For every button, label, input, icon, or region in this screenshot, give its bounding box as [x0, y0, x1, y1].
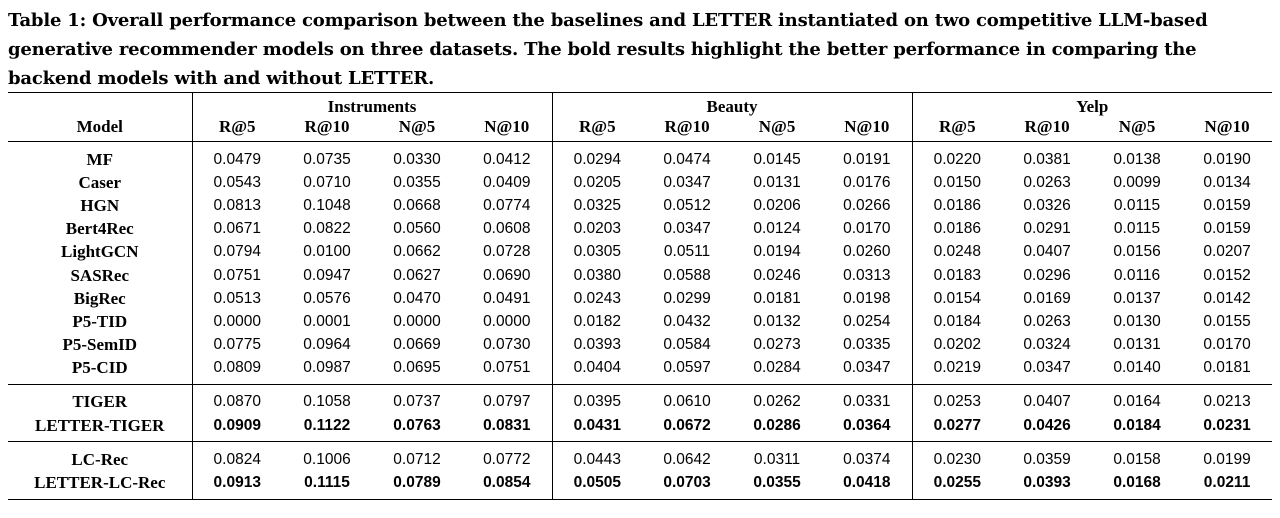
- metric-value: 0.0115: [1113, 196, 1161, 214]
- metric-value: 0.0184: [1113, 416, 1161, 434]
- metric-value: 0.0695: [393, 359, 441, 377]
- metric-value: 0.0198: [822, 287, 912, 310]
- metric-value: 0.0355: [732, 471, 822, 499]
- metric-header-r-at-5: R@5: [939, 117, 976, 136]
- metric-value: 0.0813: [213, 196, 261, 214]
- metric-value: 0.0381: [1002, 142, 1092, 172]
- metric-value: 0.0230: [912, 442, 1002, 472]
- metric-header-n-at-10: N@10: [822, 117, 912, 142]
- table-row: [8, 471, 1272, 499]
- metric-header-r-at-5: R@5: [579, 117, 616, 136]
- metric-value: 0.0294: [552, 142, 642, 172]
- metric-value: 0.0145: [732, 142, 822, 172]
- metric-header-r-at-10: R@10: [304, 117, 350, 136]
- metric-value: 0.1122: [303, 416, 351, 434]
- metric-value: 0.0263: [1023, 312, 1071, 330]
- metric-value: 0.0246: [753, 266, 801, 284]
- metric-value: 0.1048: [303, 196, 351, 214]
- model-name: P5-TID: [8, 310, 192, 333]
- metric-value: 0.0511: [663, 243, 711, 261]
- metric-value: 0.0418: [822, 471, 912, 499]
- metric-value: 0.0203: [573, 220, 621, 238]
- metric-value: 0.0169: [1023, 289, 1071, 307]
- metric-value: 0.0100: [303, 243, 351, 261]
- metric-value: 0.0330: [372, 142, 462, 172]
- metric-value: 0.0116: [1113, 266, 1161, 284]
- table-row: [8, 264, 1272, 287]
- metric-value: 0.0347: [1023, 359, 1071, 377]
- metric-value: 0.0168: [1092, 471, 1182, 499]
- table-row: [8, 334, 1272, 357]
- metric-value: 0.0205: [573, 173, 621, 191]
- metric-value: 0.0170: [822, 218, 912, 241]
- metric-value: 0.0470: [393, 289, 441, 307]
- dataset-header-instruments: Instruments: [192, 93, 552, 118]
- metric-value: 0.0426: [1023, 416, 1071, 434]
- metric-value: 0.0772: [462, 442, 552, 472]
- metric-value: 0.0584: [663, 336, 711, 354]
- metric-value: 0.0775: [213, 336, 261, 354]
- model-column-header: Model: [8, 117, 192, 142]
- metric-value: 0.0407: [1002, 384, 1092, 414]
- model-name: TIGER: [8, 384, 192, 414]
- metric-value: 0.0491: [462, 287, 552, 310]
- metric-value: 0.0182: [573, 312, 621, 330]
- metric-value: 0.0134: [1203, 173, 1251, 191]
- metric-value: 0.0474: [642, 142, 732, 172]
- metric-value: 0.0364: [822, 414, 912, 442]
- metric-value: 0.0207: [1203, 243, 1251, 261]
- metric-header-n-at-10: N@10: [462, 117, 552, 142]
- metric-value: 0.0512: [663, 196, 711, 214]
- model-name: P5-CID: [8, 357, 192, 385]
- metric-value: 0.0138: [1092, 142, 1182, 172]
- metric-value: 0.0152: [1203, 266, 1251, 284]
- metric-value: 0.0140: [1113, 359, 1161, 377]
- metric-value: 0.1006: [282, 442, 372, 472]
- metric-header-n-at-5: N@5: [398, 117, 436, 136]
- metric-header-r-at-5: R@5: [218, 117, 256, 136]
- metric-value: 0.0703: [642, 471, 732, 499]
- table-row: [8, 194, 1272, 217]
- table-row: [8, 142, 1272, 172]
- metric-value: 0.0181: [1203, 359, 1251, 377]
- model-name: HGN: [8, 194, 192, 217]
- metric-value: 0.0158: [1092, 442, 1182, 472]
- metric-value: 0.0176: [822, 171, 912, 194]
- metric-value: 0.0159: [1203, 196, 1251, 214]
- metric-value: 0.0191: [822, 142, 912, 172]
- metric-value: 0.0870: [192, 384, 282, 414]
- metric-header-r-at-10: R@10: [664, 117, 710, 136]
- model-header-spacer: [8, 93, 192, 118]
- metric-value: 0.0296: [1023, 266, 1071, 284]
- metric-value: 0.0130: [1113, 312, 1161, 330]
- metric-value: 0.0115: [1113, 220, 1161, 238]
- metric-value: 0.0190: [1182, 142, 1272, 172]
- metric-value: 0.1115: [282, 471, 372, 499]
- metric-value: 0.0794: [213, 243, 261, 261]
- metric-value: 0.0262: [732, 384, 822, 414]
- metric-value: 0.0260: [822, 241, 912, 264]
- metric-value: 0.0347: [822, 357, 912, 385]
- metric-value: 0.0560: [393, 220, 441, 238]
- metric-header-n-at-5: N@5: [1118, 117, 1156, 136]
- table-row: [8, 310, 1272, 333]
- dataset-header-beauty: Beauty: [552, 93, 912, 118]
- metric-value: 0.0150: [933, 173, 981, 191]
- metric-value: 0.0291: [1023, 220, 1071, 238]
- model-name: P5-SemID: [8, 334, 192, 357]
- metric-value: 0.0690: [462, 264, 552, 287]
- metric-value: 0.0642: [642, 442, 732, 472]
- table-caption: Table 1: Overall performance comparison between the baselines and LETTER instantiated on two competitive LLM-based generative recommender models on three datasets. The bold results highlight the better performance in comparing the backend models with and without LETTER.: [8, 10, 1208, 89]
- metric-value: 0.0137: [1113, 289, 1161, 307]
- metric-value: 0.0263: [1023, 173, 1071, 191]
- dataset-header-row: [8, 93, 1272, 118]
- table-row: [8, 171, 1272, 194]
- metric-value: 0.0311: [732, 442, 822, 472]
- metric-value: 0.0409: [462, 171, 552, 194]
- metric-value: 0.0479: [192, 142, 282, 172]
- metric-value: 0.0588: [663, 266, 711, 284]
- metric-value: 0.0194: [753, 243, 801, 261]
- metric-value: 0.0124: [753, 220, 801, 238]
- metric-value: 0.0159: [1203, 220, 1251, 238]
- metric-value: 0.0183: [933, 266, 981, 284]
- metric-value: 0.0347: [663, 173, 711, 191]
- metric-header-n-at-5: N@5: [758, 117, 796, 136]
- metric-value: 0.0231: [1203, 416, 1251, 434]
- metric-value: 0.0909: [213, 416, 261, 434]
- metric-value: 0.0737: [372, 384, 462, 414]
- metric-value: 0.0610: [642, 384, 732, 414]
- metric-value: 0.0412: [462, 142, 552, 172]
- metric-value: 0.0710: [303, 173, 351, 191]
- metric-value: 0.0380: [573, 266, 621, 284]
- metric-value: 0.0735: [282, 142, 372, 172]
- metric-value: 0.0181: [753, 289, 801, 307]
- metric-value: 0.0662: [393, 243, 441, 261]
- metric-value: 0.0728: [462, 241, 552, 264]
- metric-value: 0.0099: [1113, 173, 1161, 191]
- metric-value: 0.0313: [822, 264, 912, 287]
- metric-value: 0.0202: [933, 336, 981, 354]
- model-name: LETTER-TIGER: [8, 414, 192, 442]
- metric-value: 0.0831: [462, 414, 552, 442]
- metric-value: 0.0355: [393, 173, 441, 191]
- metric-value: 0.0347: [663, 220, 711, 238]
- metric-value: 0.0763: [393, 416, 441, 434]
- metric-header-row: [8, 117, 1272, 142]
- metric-value: 0.0608: [462, 218, 552, 241]
- metric-value: 0.0132: [753, 312, 801, 330]
- metric-value: 0.0824: [192, 442, 282, 472]
- metric-value: 0.0597: [663, 359, 711, 377]
- metric-value: 0.0273: [753, 336, 801, 354]
- metric-value: 0.0947: [303, 266, 351, 284]
- metric-value: 0.0576: [303, 289, 351, 307]
- metric-value: 0.0443: [552, 442, 642, 472]
- metric-value: 0.0407: [1023, 243, 1071, 261]
- metric-value: 0.0000: [462, 310, 552, 333]
- metric-header-n-at-10: N@10: [1204, 117, 1250, 136]
- metric-value: 0.0211: [1182, 471, 1272, 499]
- metric-value: 0.0277: [933, 416, 981, 434]
- metric-value: 0.0186: [933, 220, 981, 238]
- metric-value: 0.0253: [912, 384, 1002, 414]
- table-row: [8, 384, 1272, 414]
- metric-value: 0.0774: [462, 194, 552, 217]
- table-row: [8, 357, 1272, 385]
- metric-value: 0.0156: [1113, 243, 1161, 261]
- model-name: LC-Rec: [8, 442, 192, 472]
- metric-value: 0.0001: [303, 312, 351, 330]
- metric-value: 0.0213: [1182, 384, 1272, 414]
- metric-value: 0.0184: [933, 312, 981, 330]
- metric-value: 0.0374: [822, 442, 912, 472]
- metric-value: 0.0730: [462, 334, 552, 357]
- metric-value: 0.0431: [573, 416, 621, 434]
- performance-table: [8, 92, 1272, 500]
- metric-value: 0.0404: [573, 359, 621, 377]
- metric-value: 0.0797: [462, 384, 552, 414]
- metric-value: 0.0809: [213, 359, 261, 377]
- metric-value: 0.0672: [663, 416, 711, 434]
- model-name: LightGCN: [8, 241, 192, 264]
- metric-value: 0.0712: [372, 442, 462, 472]
- metric-value: 0.0854: [462, 471, 552, 499]
- metric-value: 0.0243: [573, 289, 621, 307]
- metric-value: 0.0668: [393, 196, 441, 214]
- metric-value: 0.0286: [753, 416, 801, 434]
- metric-value: 0.0395: [552, 384, 642, 414]
- model-name: LETTER-LC-Rec: [8, 471, 192, 499]
- metric-value: 0.0186: [933, 196, 981, 214]
- metric-value: 0.0335: [822, 334, 912, 357]
- metric-value: 0.0751: [213, 266, 261, 284]
- metric-value: 0.0326: [1023, 196, 1071, 214]
- table-body: [8, 142, 1272, 500]
- metric-value: 0.0220: [912, 142, 1002, 172]
- metric-value: 0.0964: [303, 336, 351, 354]
- metric-value: 0.0751: [462, 357, 552, 385]
- metric-value: 0.0254: [822, 310, 912, 333]
- metric-header-r-at-10: R@10: [1024, 117, 1070, 136]
- metric-value: 0.0284: [753, 359, 801, 377]
- metric-value: 0.0393: [1002, 471, 1092, 499]
- model-name: Caser: [8, 171, 192, 194]
- metric-value: 0.0206: [753, 196, 801, 214]
- metric-value: 0.0170: [1203, 336, 1251, 354]
- metric-value: 0.0266: [822, 194, 912, 217]
- metric-value: 0.0325: [573, 196, 621, 214]
- metric-value: 0.0154: [933, 289, 981, 307]
- metric-value: 0.0432: [663, 312, 711, 330]
- dataset-header-yelp: Yelp: [912, 93, 1272, 118]
- table-row: [8, 414, 1272, 442]
- metric-value: 0.0822: [303, 220, 351, 238]
- table-row: [8, 241, 1272, 264]
- metric-value: 0.0142: [1203, 289, 1251, 307]
- metric-value: 0.0131: [1113, 336, 1161, 354]
- metric-value: 0.0331: [822, 384, 912, 414]
- metric-value: 0.0513: [213, 289, 261, 307]
- metric-value: 0.0913: [192, 471, 282, 499]
- metric-value: 0.0299: [663, 289, 711, 307]
- metric-value: 0.0987: [303, 359, 351, 377]
- model-name: Bert4Rec: [8, 218, 192, 241]
- table-row: [8, 287, 1272, 310]
- metric-value: 0.0669: [393, 336, 441, 354]
- metric-value: 0.0305: [573, 243, 621, 261]
- metric-value: 0.0248: [933, 243, 981, 261]
- metric-value: 0.0324: [1023, 336, 1071, 354]
- metric-value: 0.0789: [372, 471, 462, 499]
- metric-value: 0.0671: [213, 220, 261, 238]
- table-row: [8, 218, 1272, 241]
- model-name: MF: [8, 142, 192, 172]
- metric-value: 0.0000: [393, 312, 441, 330]
- model-name: SASRec: [8, 264, 192, 287]
- metric-value: 0.0393: [573, 336, 621, 354]
- metric-value: 0.0199: [1182, 442, 1272, 472]
- metric-value: 0.0000: [213, 312, 261, 330]
- metric-value: 0.0543: [213, 173, 261, 191]
- metric-value: 0.0219: [933, 359, 981, 377]
- metric-value: 0.0359: [1002, 442, 1092, 472]
- metric-value: 0.0164: [1092, 384, 1182, 414]
- table-row: [8, 442, 1272, 472]
- metric-value: 0.0627: [393, 266, 441, 284]
- metric-value: 0.0131: [753, 173, 801, 191]
- metric-value: 0.0505: [552, 471, 642, 499]
- metric-value: 0.0155: [1203, 312, 1251, 330]
- metric-value: 0.0255: [912, 471, 1002, 499]
- model-name: BigRec: [8, 287, 192, 310]
- metric-value: 0.1058: [282, 384, 372, 414]
